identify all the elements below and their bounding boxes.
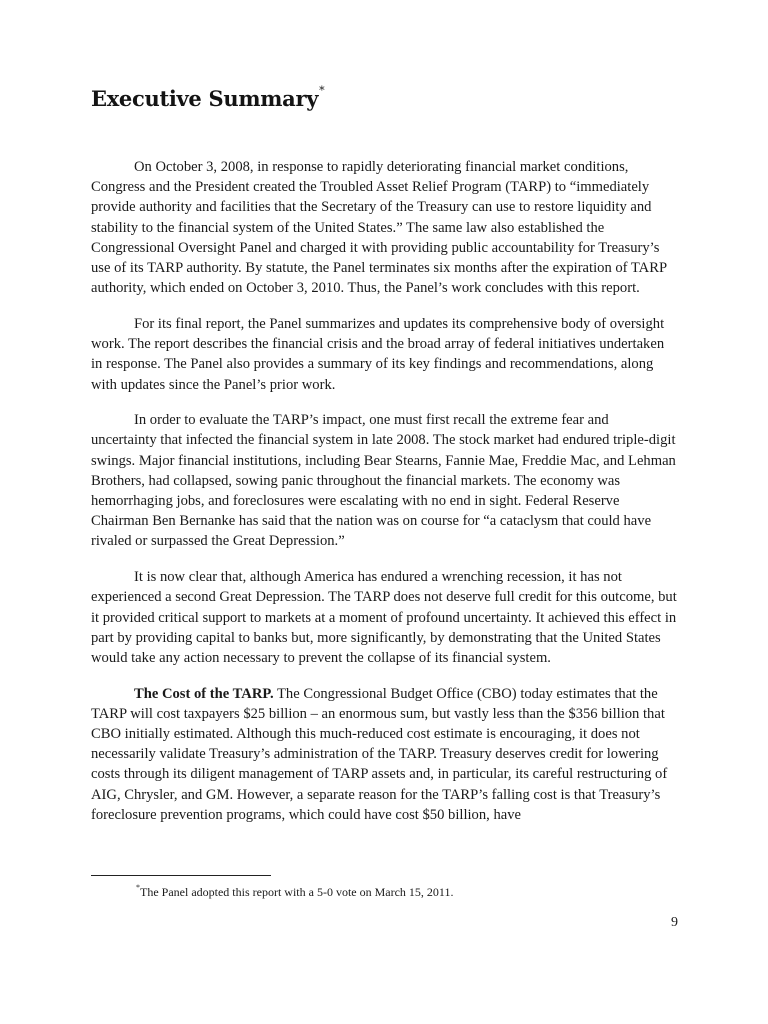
paragraph-5-text: The Congressional Budget Office (CBO) today estimates that the TARP will cost taxpayers $25 billion – an enormous sum, but vastly less than the $356 billion that CBO initially estimated. Although this much-reduced cost estimate is encouraging, it does not necessarily validate Treasury’s administration of the TARP. Treasury deserves credit for lowering costs through its diligent management of TARP assets and, in particular, its careful restructuring of AIG, Chrysler, and GM. However, a separate reason for the TARP’s falling cost is that Treasury’s foreclosure prevention programs, which could have cost $50 billion, have [91,685,668,823]
body-text [91,157,677,825]
footnote-marker: * [136,883,140,892]
paragraph-3 [91,410,677,551]
paragraph-4-text: It is now clear that, although America has endured a wrenching recession, it has not experienced a second Great Depression. The TARP does not deserve full credit for this outcome, but it provided critical support to markets at a moment of profound uncertainty. It achieved this effect in part by providing capital to banks but, more significantly, by demonstrating that the United States would take any action necessary to prevent the collapse of its financial system. [91,569,677,666]
paragraph-1 [91,157,677,298]
footnote-text: The Panel adopted this report with a 5-0 vote on March 15, 2011. [140,885,454,899]
paragraph-2 [91,314,677,395]
paragraph-3-text: In order to evaluate the TARP’s impact, one must first recall the extreme fear and uncertainty that infected the financial system in late 2008. The stock market had endured triple-digit swings. Major financial institutions, including Bear Stearns, Fannie Mae, Freddie Mac, and Lehman Brothers, had collapsed, sowing panic throughout the financial markets. The economy was hemorrhaging jobs, and foreclosures were escalating with no end in sight. Federal Reserve Chairman Ben Bernanke has said that the nation was on course for “a cataclysm that could have rivaled or surpassed the Great Depression.” [91,412,676,550]
section-heading [91,86,324,111]
footnote-reference-marker: * [319,84,325,97]
footnote [136,881,453,900]
footnote-separator [91,875,271,876]
paragraph-2-text: For its final report, the Panel summarizes and updates its comprehensive body of oversight work. The report describes the financial crisis and the broad array of federal initiatives undertaken in response. The Panel also provides a summary of its key findings and recommendations, along with updates since the Panel’s prior work. [91,315,665,393]
heading-title: Executive Summary [91,86,319,111]
page-number: 9 [671,915,678,930]
paragraph-1-text: On October 3, 2008, in response to rapidly deteriorating financial market conditions, Congress and the President created the Troubled Asset Relief Program (TARP) to “immediately provide authority and facilities that the Secretary of the Treasury can use to restore liquidity and stability to the financial system of the United States.” The same law also established the Congressional Oversight Panel and charged it with providing public accountability for Treasury’s use of its TARP authority. By statute, the Panel terminates six months after the expiration of TARP authority, which ended on October 3, 2010. Thus, the Panel’s work concludes with this report. [91,159,667,297]
paragraph-5 [91,684,677,825]
paragraph-4 [91,567,677,668]
paragraph-5-lead: The Cost of the TARP. [134,685,274,702]
